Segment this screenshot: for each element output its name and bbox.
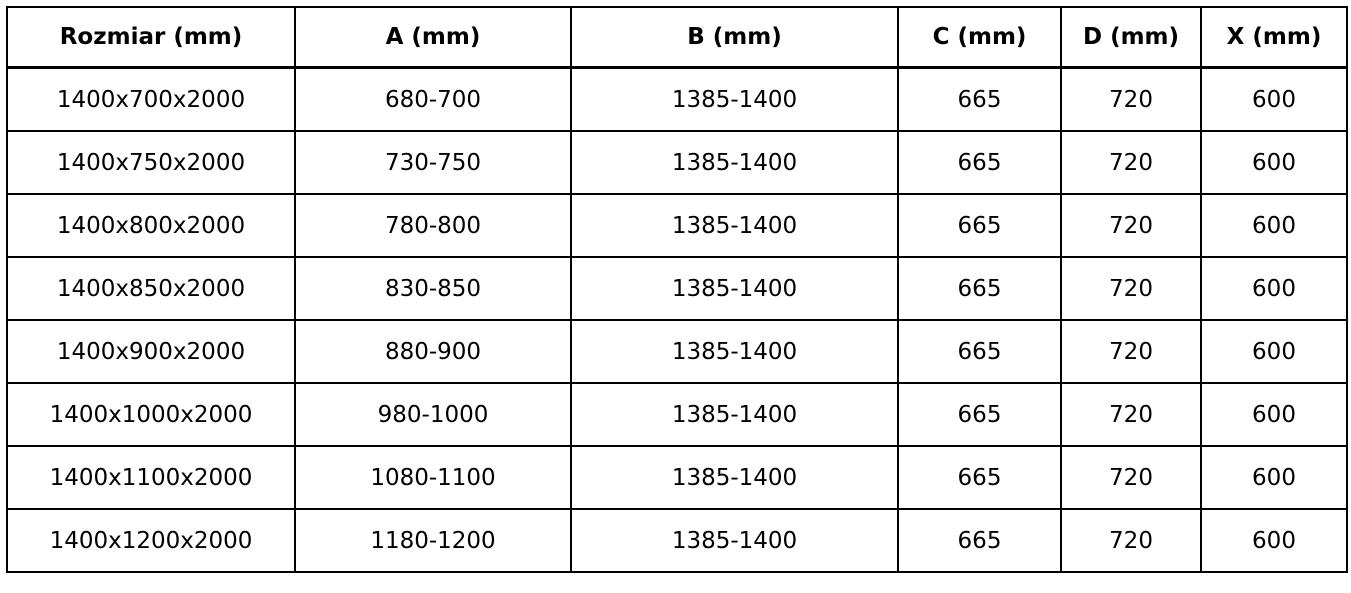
table-cell: 830-850 <box>295 257 571 320</box>
table-cell: 600 <box>1201 194 1347 257</box>
table-cell: 600 <box>1201 446 1347 509</box>
table-cell: 720 <box>1061 446 1201 509</box>
table-cell: 1385-1400 <box>571 383 898 446</box>
table-header <box>7 7 1347 68</box>
table-row <box>7 320 1347 383</box>
table-cell: 1400x1200x2000 <box>7 509 295 572</box>
table-cell: 1385-1400 <box>571 446 898 509</box>
column-header: B (mm) <box>571 7 898 68</box>
table-row <box>7 509 1347 572</box>
table-cell: 665 <box>898 320 1061 383</box>
table-cell: 1400x700x2000 <box>7 68 295 132</box>
table-cell: 1400x800x2000 <box>7 194 295 257</box>
table-cell: 1385-1400 <box>571 68 898 132</box>
table-cell: 665 <box>898 68 1061 132</box>
table-cell: 1385-1400 <box>571 131 898 194</box>
table-row <box>7 257 1347 320</box>
table-cell: 600 <box>1201 320 1347 383</box>
table-cell: 720 <box>1061 320 1201 383</box>
table-cell: 720 <box>1061 68 1201 132</box>
table-cell: 1400x1100x2000 <box>7 446 295 509</box>
table-cell: 1385-1400 <box>571 257 898 320</box>
dimension-spec-table <box>6 6 1348 573</box>
table-cell: 780-800 <box>295 194 571 257</box>
table-cell: 600 <box>1201 509 1347 572</box>
table-cell: 1180-1200 <box>295 509 571 572</box>
table-cell: 880-900 <box>295 320 571 383</box>
table-cell: 1400x900x2000 <box>7 320 295 383</box>
table-body <box>7 68 1347 573</box>
table-row <box>7 446 1347 509</box>
table-cell: 665 <box>898 383 1061 446</box>
table-cell: 665 <box>898 509 1061 572</box>
table-cell: 600 <box>1201 383 1347 446</box>
table-row <box>7 383 1347 446</box>
table-cell: 600 <box>1201 68 1347 132</box>
table-cell: 1385-1400 <box>571 320 898 383</box>
table-cell: 1080-1100 <box>295 446 571 509</box>
header-row <box>7 7 1347 68</box>
table-cell: 1400x1000x2000 <box>7 383 295 446</box>
table-cell: 1400x750x2000 <box>7 131 295 194</box>
column-header: C (mm) <box>898 7 1061 68</box>
table-cell: 665 <box>898 257 1061 320</box>
table-cell: 720 <box>1061 383 1201 446</box>
table-cell: 665 <box>898 131 1061 194</box>
table-cell: 665 <box>898 446 1061 509</box>
column-header: D (mm) <box>1061 7 1201 68</box>
table-cell: 665 <box>898 194 1061 257</box>
table-row <box>7 131 1347 194</box>
table-cell: 1385-1400 <box>571 509 898 572</box>
table-cell: 730-750 <box>295 131 571 194</box>
column-header: Rozmiar (mm) <box>7 7 295 68</box>
table-cell: 720 <box>1061 131 1201 194</box>
table-cell: 600 <box>1201 131 1347 194</box>
table-cell: 720 <box>1061 509 1201 572</box>
table-cell: 980-1000 <box>295 383 571 446</box>
table-row <box>7 194 1347 257</box>
table-cell: 1385-1400 <box>571 194 898 257</box>
table-cell: 1400x850x2000 <box>7 257 295 320</box>
table-cell: 720 <box>1061 257 1201 320</box>
column-header: A (mm) <box>295 7 571 68</box>
column-header: X (mm) <box>1201 7 1347 68</box>
table-cell: 720 <box>1061 194 1201 257</box>
table-row <box>7 68 1347 132</box>
table-cell: 600 <box>1201 257 1347 320</box>
table-cell: 680-700 <box>295 68 571 132</box>
